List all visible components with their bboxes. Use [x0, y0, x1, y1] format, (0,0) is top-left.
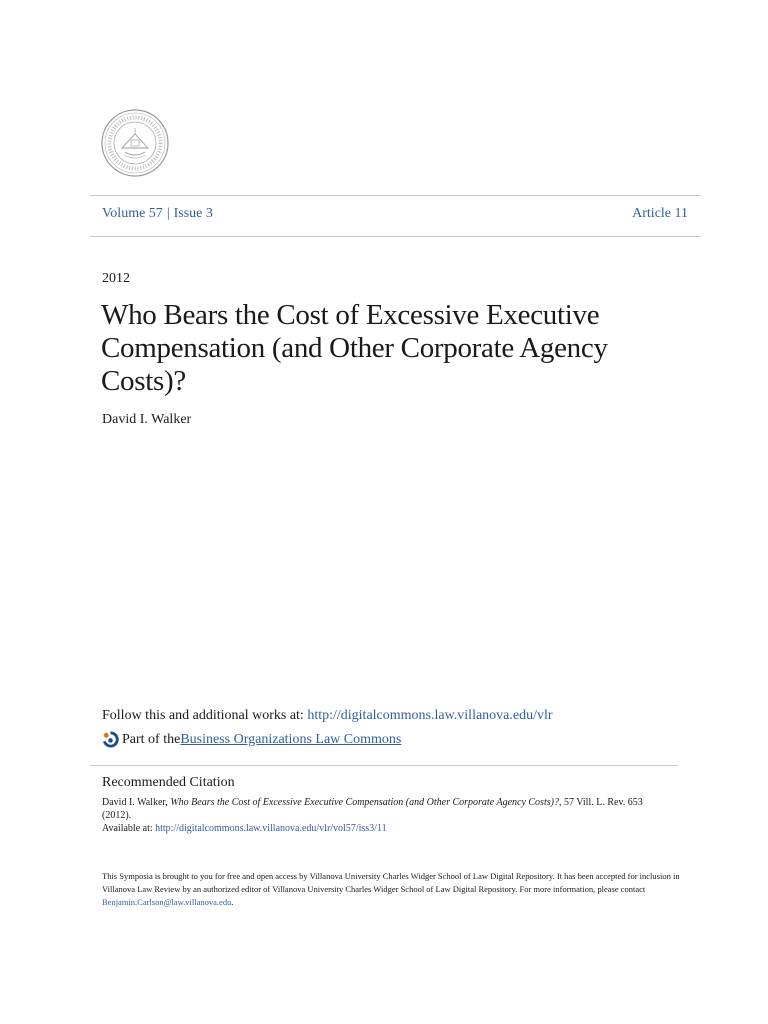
author-name: David I. Walker	[102, 412, 192, 427]
article-link[interactable]: Article 11	[632, 206, 688, 221]
article-title: Who Bears the Cost of Excessive Executive Compensation (and Other Corporate Agency Costs)?	[101, 299, 608, 397]
volume-divider	[90, 236, 701, 237]
disclaimer-end: .	[231, 897, 234, 907]
citation-authors: David I. Walker,	[102, 797, 171, 808]
available-label: Available at:	[102, 823, 156, 834]
part-of-line	[102, 731, 401, 748]
bepress-network-icon	[102, 731, 119, 748]
citation-text	[102, 796, 672, 835]
issue-link[interactable]: Issue 3	[173, 206, 213, 221]
follow-link[interactable]: http://digitalcommons.law.villanova.edu/vlr	[307, 708, 553, 723]
volume-link[interactable]: Volume 57	[102, 206, 163, 221]
follow-line	[102, 708, 553, 724]
volume-issue-bar	[102, 206, 688, 222]
citation-rest: , 57 Vill. L. Rev. 653 (2012).	[102, 797, 643, 821]
recommended-citation-heading: Recommended Citation	[102, 775, 235, 790]
part-of-label: Part of the	[122, 731, 181, 747]
available-link[interactable]: http://digitalcommons.law.villanova.edu/vlr/vol57/iss3/11	[155, 823, 387, 834]
top-divider	[90, 195, 701, 196]
volume-separator: |	[166, 206, 170, 221]
contact-email-link[interactable]: Benjamin.Carlson@law.villanova.edu	[102, 897, 232, 907]
citation-title: Who Bears the Cost of Excessive Executive Compensation (and Other Corporate Agency Costs)?	[170, 797, 559, 808]
publication-year: 2012	[102, 271, 130, 286]
disclaimer-body: This Symposia is brought to you for free and open access by Villanova University Charles Widger School of Law Digital Repository. It has been accepted for inclusion in Villanova Law Review by an authorized editor of Villanova University Charles Widger School of Law Digital Repository. For more information, please contact	[102, 871, 680, 894]
disclaimer-text	[102, 870, 682, 909]
citation-divider	[90, 765, 678, 766]
follow-label: Follow this and additional works at:	[102, 708, 308, 723]
university-seal-icon	[100, 108, 170, 178]
commons-link[interactable]: Business Organizations Law Commons	[180, 731, 402, 747]
